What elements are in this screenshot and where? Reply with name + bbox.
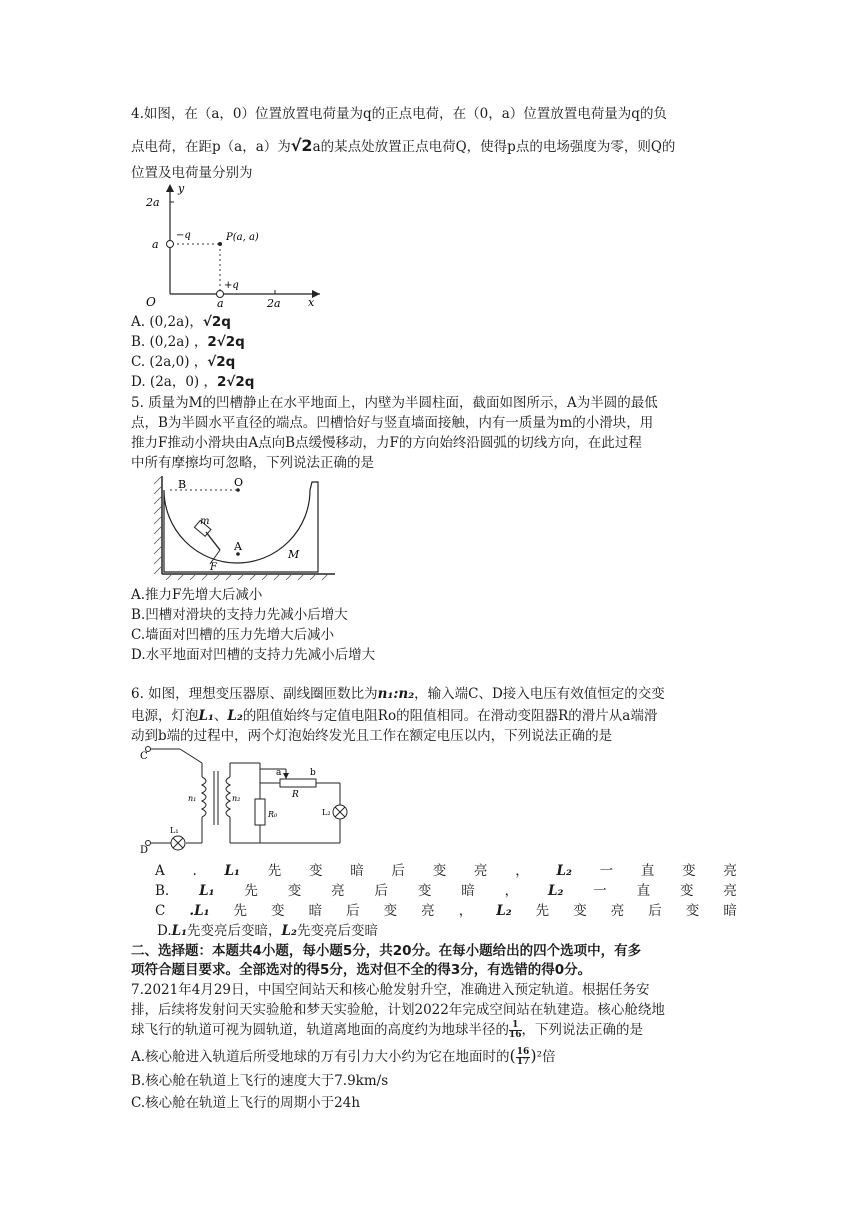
q6-line2: 电源，灯泡L₁、L₂的阻值始终与定值电阻Ro的阻值相同。在滑动变阻器R的滑片从a端滑 xyxy=(131,708,658,724)
q5-option-d: D.水平地面对凹槽的支持力先减小后增大 xyxy=(131,647,376,663)
slide-b-label: b xyxy=(310,768,316,778)
q7-line3: 球飞行的轨道可视为圆轨道，轨道离地面的高度约为地球半径的 $\frac{1}{16}$ ，下列说法正确的是 xyxy=(131,1020,644,1040)
fraction-1-16: $\frac{1}{16}$ xyxy=(509,1020,522,1040)
r-label: R xyxy=(292,790,299,800)
y-axis-label: y xyxy=(178,182,185,195)
q4-line3: 位置及电荷量分别为 xyxy=(131,165,253,181)
force-f-label: F xyxy=(210,562,217,573)
q4-line1: 4.如图，在（a，0）位置放置电荷量为q的正点电荷，在（0，a）位置放置电荷量为q的负 xyxy=(131,106,667,122)
sqrt2-symbol: √2 xyxy=(290,136,313,155)
q7-line2: 排，后续将发射问天实验舱和梦天实验舱，计划2022年完成空间站在轨建造。核心舱绕地 xyxy=(131,1002,665,1018)
fraction-16-17: $\frac{16}{17}$ xyxy=(516,1047,530,1067)
negative-charge xyxy=(167,241,174,248)
r0-label: R₀ xyxy=(268,810,278,819)
terminal-d: D xyxy=(140,845,149,855)
q6-option-a: A . L₁ 先 变 暗 后 变 亮 ， L₂ 一 直 变 亮 xyxy=(155,863,737,879)
turns-ratio: n₁:n₂ xyxy=(377,686,415,702)
q4-option-c: C. (2a,0) ，√2q xyxy=(131,354,236,370)
x-axis-label: x xyxy=(308,296,315,309)
q4-option-a: A. (0,2a)，√2q xyxy=(131,314,231,330)
q5-groove-figure xyxy=(150,472,340,580)
q7-option-c: C.核心舱在轨道上飞行的周期小于24h xyxy=(131,1095,361,1111)
q5-line2: 点，B为半圆水平直径的端点。凹槽恰好与竖直墙面接触，内有一质量为m的小滑块，用 xyxy=(131,415,654,431)
p-label: P(a, a) xyxy=(226,232,259,243)
tick-2a-x: 2a xyxy=(267,297,281,310)
q4-coordinate-figure xyxy=(140,180,330,310)
q7-option-a: A.核心舱进入轨道后所受地球的万有引力大小约为它在地面时的( $\frac{16}{17}$ )²倍 xyxy=(131,1046,556,1067)
q4-line2: 点电荷，在距p（a，a）为√2a的某点处放置正点电荷Q，使得p点的电场强度为零，则Q的 xyxy=(131,136,676,155)
tick-2a-y: 2a xyxy=(146,196,160,209)
q4-option-d: D. (2a，0) ，2√2q xyxy=(131,374,255,390)
q5-option-a: A.推力F先增大后减小 xyxy=(131,587,263,603)
point-a-label: A xyxy=(234,540,242,553)
q6-option-b: B. L₁ 先 变 亮 后 变 暗 ， L₂ 一 直 变 亮 xyxy=(155,883,737,899)
point-p xyxy=(218,242,222,246)
mass-big-m-label: M xyxy=(288,548,300,561)
q6-option-d: D.L₁先变亮后变暗，L₂先变亮后变暗 xyxy=(157,923,378,939)
q5-line3: 推力F推动小滑块由A点向B点缓慢移动，力F的方向始终沿圆弧的切线方向，在此过程 xyxy=(131,435,642,451)
q6-line1: 6. 如图，理想变压器原、副线圈匝数比为n₁:n₂，输入端C、D接入电压有效值恒定的交变 xyxy=(131,686,665,702)
point-b-label: B xyxy=(178,478,187,491)
section2-heading-line1: 二、选择题：本题共4小题，每小题5分，共20分。在每小题给出的四个选项中，有多 xyxy=(131,943,642,959)
n2-label: n₂ xyxy=(232,794,241,803)
n1-label: n₁ xyxy=(188,794,197,803)
section2-heading-line2: 项符合题目要求。全部选对的得5分，选对但不全的得3分，有选错的得0分。 xyxy=(131,962,592,978)
origin-label: O xyxy=(146,295,156,309)
tick-a-y: a xyxy=(152,238,159,251)
q5-option-b: B.凹槽对滑块的支持力先减小后增大 xyxy=(131,607,348,623)
q5-line4: 中所有摩擦均可忽略，下列说法正确的是 xyxy=(131,455,374,471)
tick-a-x: a xyxy=(217,297,224,310)
q4-option-b: B. (0,2a) ，2√2q xyxy=(131,334,245,350)
pos-q-label: +q xyxy=(224,280,239,291)
q7-option-b: B.核心舱在轨道上飞行的速度大于7.9km/s xyxy=(131,1073,389,1089)
rheostat-r xyxy=(280,779,316,787)
terminal-c: C xyxy=(140,751,148,762)
point-o-label: O xyxy=(234,476,244,489)
q6-line3: 动到b端的过程中，两个灯泡始终发光且工作在额定电压以内，下列说法正确的是 xyxy=(131,728,613,744)
l2-label: L₂ xyxy=(322,808,331,817)
q7-line1: 7.2021年4月29日，中国空间站天和核心舱发射升空，准确进入预定轨道。根据任务安 xyxy=(131,982,650,998)
q5-option-c: C.墙面对凹槽的压力先增大后减小 xyxy=(131,627,335,643)
resistor-r0 xyxy=(255,799,265,825)
slide-a-label: a xyxy=(276,768,282,778)
q6-circuit-figure xyxy=(140,743,360,855)
q5-line1: 5. 质量为M的凹槽静止在水平地面上，内壁为半圆柱面，截面如图所示，A为半圆的最低 xyxy=(131,395,658,411)
l1-label: L₁ xyxy=(170,826,179,835)
mass-m-label: m xyxy=(200,516,210,527)
neg-q-label: −q xyxy=(176,230,191,241)
q6-option-c: C .L₁ 先 变 暗 后 变 亮 ， L₂ 先 变 亮 后 变 暗 xyxy=(155,903,737,919)
